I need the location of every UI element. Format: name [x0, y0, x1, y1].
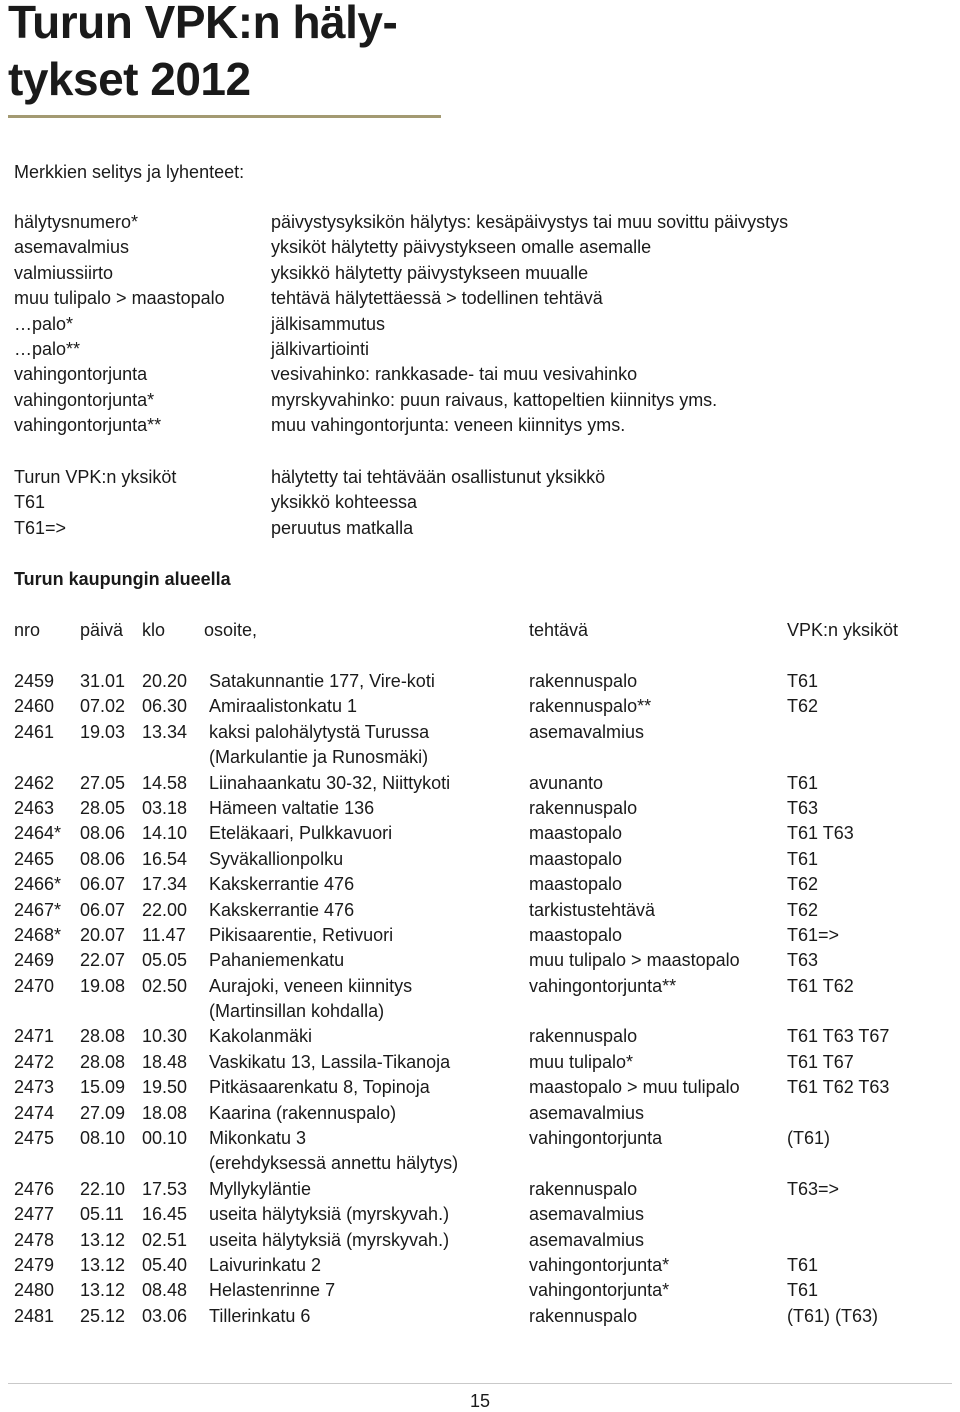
cell-time: 14.58 [142, 772, 188, 793]
cell-date: 13.12 [80, 1254, 126, 1275]
table-row [14, 923, 944, 948]
cell-address: Syväkallionpolku [209, 848, 344, 869]
cell-task: vahingontorjunta* [529, 1280, 670, 1301]
cell-address: Mikonkatu 3 [209, 1128, 307, 1149]
legend-term: T61=> [14, 517, 67, 538]
cell-units: T63 [787, 950, 819, 971]
cell-nro: 2475 [14, 1128, 55, 1149]
cell-time: 13.34 [142, 721, 188, 742]
cell-units: T62 [787, 899, 819, 920]
cell-units: (T61) (T63) [787, 1305, 879, 1326]
column-header-address: osoite, [204, 620, 258, 640]
table-row [14, 1202, 944, 1227]
cell-date: 08.06 [80, 823, 126, 844]
cell-address: Eteläkaari, Pulkkavuori [209, 823, 393, 844]
cell-time: 17.34 [142, 874, 188, 895]
legend-item [14, 210, 944, 235]
cell-time: 06.30 [142, 696, 188, 717]
legend-term: valmiussiirto [14, 262, 114, 283]
legend-definition: päivystysyksikön hälytys: kesäpäivystys tai muu sovittu päivystys [271, 212, 789, 232]
cell-address: Kaarina (rakennuspalo) [209, 1102, 397, 1123]
cell-task: avunanto [529, 772, 604, 793]
table-row [14, 1228, 944, 1253]
cell-date: 13.12 [80, 1280, 126, 1301]
cell-task: rakennuspalo [529, 797, 638, 818]
cell-date: 07.02 [80, 696, 126, 717]
cell-time: 00.10 [142, 1128, 188, 1149]
cell-task: vahingontorjunta* [529, 1254, 670, 1275]
cell-date: 22.10 [80, 1178, 126, 1199]
legend-term: T61 [14, 492, 46, 513]
cell-task: rakennuspalo [529, 1305, 638, 1326]
cell-task: muu tulipalo > maastopalo [529, 950, 740, 971]
cell-task: vahingontorjunta** [529, 975, 677, 996]
legend-item [14, 516, 944, 541]
cell-address: Amiraalistonkatu 1 [209, 696, 358, 717]
cell-time: 11.47 [142, 924, 186, 945]
cell-address: useita hälytyksiä (myrskyvah.) [209, 1204, 450, 1225]
cell-task: tarkistustehtävä [529, 899, 656, 920]
legend-list [14, 210, 944, 439]
cell-address: Aurajoki, veneen kiinnitys [209, 975, 413, 996]
cell-nro: 2459 [14, 671, 55, 691]
cell-time: 02.50 [142, 975, 188, 996]
table-row [14, 1151, 944, 1176]
cell-time: 05.40 [142, 1254, 188, 1275]
cell-units: T61 [787, 1280, 819, 1301]
alarm-table [14, 669, 944, 1329]
cell-address: Tillerinkatu 6 [209, 1305, 311, 1326]
cell-date: 31.01 [80, 671, 126, 691]
legend-term: vahingontorjunta** [14, 415, 162, 436]
cell-address: Laivurinkatu 2 [209, 1254, 322, 1275]
cell-address: Vaskikatu 13, Lassila-Tikanoja [209, 1051, 451, 1072]
table-row [14, 1075, 944, 1100]
cell-nro: 2474 [14, 1102, 55, 1123]
cell-date: 15.09 [80, 1077, 126, 1098]
unit-legend-list [14, 465, 944, 541]
cell-time: 16.45 [142, 1204, 188, 1225]
cell-nro: 2463 [14, 797, 55, 818]
cell-address: Pahaniemenkatu [209, 950, 345, 971]
cell-task: rakennuspalo [529, 1026, 638, 1047]
cell-nro: 2467* [14, 899, 62, 920]
cell-date: 27.09 [80, 1102, 126, 1123]
page-title [8, 0, 397, 108]
cell-task: maastopalo [529, 874, 623, 895]
cell-units: T61 [787, 671, 819, 691]
cell-units: T61 T62 [787, 975, 854, 996]
legend-heading: Merkkien selitys ja lyhenteet: [14, 162, 245, 182]
table-row [14, 1126, 944, 1151]
table-row [14, 720, 944, 745]
cell-address: Kakolanmäki [209, 1026, 313, 1047]
alarm-table-header [14, 618, 944, 643]
cell-nro: 2472 [14, 1051, 55, 1072]
cell-units: T61 T63 T67 [787, 1026, 890, 1047]
cell-nro: 2481 [14, 1305, 55, 1326]
cell-task: vahingontorjunta [529, 1128, 663, 1149]
cell-time: 03.06 [142, 1305, 188, 1326]
cell-time: 17.53 [142, 1178, 188, 1199]
legend-definition: yksikkö kohteessa [271, 492, 418, 513]
cell-units: (T61) [787, 1128, 831, 1149]
cell-nro: 2462 [14, 772, 55, 793]
cell-date: 08.06 [80, 848, 126, 869]
legend-definition: yksiköt hälytetty päivystykseen omalle asemalle [271, 237, 652, 258]
table-header-row [14, 618, 944, 643]
cell-time: 22.00 [142, 899, 188, 920]
column-header-nro: nro [14, 620, 41, 640]
cell-nro: 2468* [14, 924, 62, 945]
table-row [14, 821, 944, 846]
table-row [14, 745, 944, 770]
legend-item [14, 261, 944, 286]
table-row [14, 872, 944, 897]
cell-date: 28.08 [80, 1051, 126, 1072]
cell-task: asemavalmius [529, 1102, 645, 1123]
cell-time: 08.48 [142, 1280, 188, 1301]
cell-address: Pikisaarentie, Retivuori [209, 924, 394, 945]
legend-item [14, 465, 944, 490]
legend-item [14, 388, 944, 413]
cell-date: 28.08 [80, 1026, 126, 1047]
table-row [14, 999, 944, 1024]
legend-item [14, 312, 944, 337]
cell-task: muu tulipalo* [529, 1051, 634, 1072]
legend-definition: hälytetty tai tehtävään osallistunut yksikkö [271, 467, 606, 487]
cell-units: T62 [787, 696, 819, 717]
legend-term: hälytysnumero* [14, 212, 139, 232]
footer-divider [8, 1383, 952, 1384]
table-row [14, 1101, 944, 1126]
cell-units: T61 T67 [787, 1051, 854, 1072]
table-row [14, 847, 944, 872]
cell-units: T61 T63 [787, 823, 854, 844]
table-row [14, 694, 944, 719]
cell-date: 19.08 [80, 975, 126, 996]
legend-term: vahingontorjunta [14, 364, 148, 385]
cell-date: 25.12 [80, 1305, 126, 1326]
cell-nro: 2470 [14, 975, 55, 996]
cell-address: (erehdyksessä annettu hälytys) [209, 1153, 459, 1174]
column-header-date: päivä [80, 620, 124, 640]
cell-time: 20.20 [142, 671, 188, 691]
cell-time: 19.50 [142, 1077, 188, 1098]
page-number: 15 [469, 1391, 491, 1411]
cell-date: 28.05 [80, 797, 126, 818]
legend-definition: yksikkö hälytetty päivystykseen muualle [271, 262, 589, 283]
cell-address: Liinahaankatu 30-32, Niittykoti [209, 772, 451, 793]
cell-task: maastopalo [529, 924, 623, 945]
cell-task: maastopalo [529, 848, 623, 869]
cell-task: asemavalmius [529, 721, 645, 742]
legend-term: vahingontorjunta* [14, 389, 155, 410]
column-header-task: tehtävä [529, 620, 589, 640]
legend-term: asemavalmius [14, 237, 130, 258]
cell-units: T61 T62 T63 [787, 1077, 890, 1098]
cell-task: rakennuspalo** [529, 696, 652, 717]
cell-task: rakennuspalo [529, 671, 638, 691]
cell-nro: 2478 [14, 1229, 55, 1250]
cell-date: 13.12 [80, 1229, 126, 1250]
legend-term: …palo** [14, 338, 81, 359]
cell-task: asemavalmius [529, 1204, 645, 1225]
table-row [14, 669, 944, 694]
legend-definition: jälkisammutus [271, 313, 386, 334]
legend-item [14, 235, 944, 260]
cell-units: T61 [787, 1254, 819, 1275]
cell-nro: 2465 [14, 848, 55, 869]
cell-date: 06.07 [80, 874, 126, 895]
cell-nro: 2464* [14, 823, 62, 844]
table-row [14, 948, 944, 973]
table-row [14, 1253, 944, 1278]
table-row [14, 796, 944, 821]
cell-date: 06.07 [80, 899, 126, 920]
cell-units: T61 [787, 848, 819, 869]
table-row [14, 1177, 944, 1202]
cell-nro: 2471 [14, 1026, 55, 1047]
cell-task: maastopalo [529, 823, 623, 844]
title-line-2: tykset 2012 [8, 53, 251, 105]
cell-task: asemavalmius [529, 1229, 645, 1250]
cell-nro: 2461 [14, 721, 55, 742]
legend-term: Turun VPK:n yksiköt [14, 467, 177, 487]
legend-term: …palo* [14, 313, 74, 334]
cell-nro: 2480 [14, 1280, 55, 1301]
table-row [14, 1024, 944, 1049]
cell-date: 08.10 [80, 1128, 126, 1149]
table-row [14, 771, 944, 796]
cell-address: (Markulantie ja Runosmäki) [209, 747, 429, 768]
cell-task: rakennuspalo [529, 1178, 638, 1199]
cell-units: T61=> [787, 924, 840, 945]
title-line-1: Turun VPK:n häly- [8, 0, 398, 48]
cell-nro: 2460 [14, 696, 55, 717]
legend-item [14, 413, 944, 438]
cell-date: 19.03 [80, 721, 126, 742]
cell-time: 14.10 [142, 823, 188, 844]
legend-definition: tehtävä hälytettäessä > todellinen tehtävä [271, 288, 603, 309]
title-underline [8, 115, 441, 118]
cell-nro: 2477 [14, 1204, 55, 1225]
cell-date: 05.11 [80, 1204, 124, 1225]
cell-task: maastopalo > muu tulipalo [529, 1077, 740, 1098]
legend-definition: jälkivartiointi [271, 338, 370, 359]
cell-time: 03.18 [142, 797, 188, 818]
cell-units: T63=> [787, 1178, 840, 1199]
cell-nro: 2469 [14, 950, 55, 971]
legend-definition: muu vahingontorjunta: veneen kiinnitys yms. [271, 415, 626, 436]
cell-nro: 2476 [14, 1178, 55, 1199]
cell-address: useita hälytyksiä (myrskyvah.) [209, 1229, 450, 1250]
table-row [14, 1278, 944, 1303]
cell-date: 22.07 [80, 950, 126, 971]
cell-address: Kakskerrantie 476 [209, 874, 355, 895]
cell-time: 05.05 [142, 950, 188, 971]
cell-nro: 2479 [14, 1254, 55, 1275]
cell-time: 10.30 [142, 1026, 188, 1047]
cell-nro: 2473 [14, 1077, 55, 1098]
table-row [14, 1050, 944, 1075]
legend-item [14, 490, 944, 515]
column-header-units: VPK:n yksiköt [787, 620, 899, 640]
section-heading: Turun kaupungin alueella [14, 569, 231, 589]
cell-units: T61 [787, 772, 819, 793]
cell-address: Hämeen valtatie 136 [209, 797, 375, 818]
cell-time: 02.51 [142, 1229, 188, 1250]
cell-nro: 2466* [14, 874, 62, 895]
cell-address: Pitkäsaarenkatu 8, Topinoja [209, 1077, 430, 1098]
cell-time: 18.48 [142, 1051, 188, 1072]
cell-time: 16.54 [142, 848, 188, 869]
cell-date: 27.05 [80, 772, 126, 793]
cell-address: Satakunnantie 177, Vire-koti [209, 671, 435, 691]
legend-definition: peruutus matkalla [271, 517, 414, 538]
cell-units: T62 [787, 874, 819, 895]
cell-address: Kakskerrantie 476 [209, 899, 355, 920]
table-row [14, 1304, 944, 1329]
cell-time: 18.08 [142, 1102, 188, 1123]
cell-address: kaksi palohälytystä Turussa [209, 721, 430, 742]
legend-item [14, 362, 944, 387]
table-row [14, 974, 944, 999]
cell-address: Helastenrinne 7 [209, 1280, 336, 1301]
column-header-time: klo [142, 620, 166, 640]
legend-definition: vesivahinko: rankkasade- tai muu vesivahinko [271, 364, 638, 385]
cell-units: T63 [787, 797, 819, 818]
legend-item [14, 286, 944, 311]
cell-address: (Martinsillan kohdalla) [209, 1001, 385, 1022]
cell-date: 20.07 [80, 924, 126, 945]
cell-address: Myllykyläntie [209, 1178, 312, 1199]
legend-item [14, 337, 944, 362]
legend-definition: myrskyvahinko: puun raivaus, kattopeltien kiinnitys yms. [271, 389, 718, 410]
table-row [14, 898, 944, 923]
legend-term: muu tulipalo > maastopalo [14, 288, 225, 309]
